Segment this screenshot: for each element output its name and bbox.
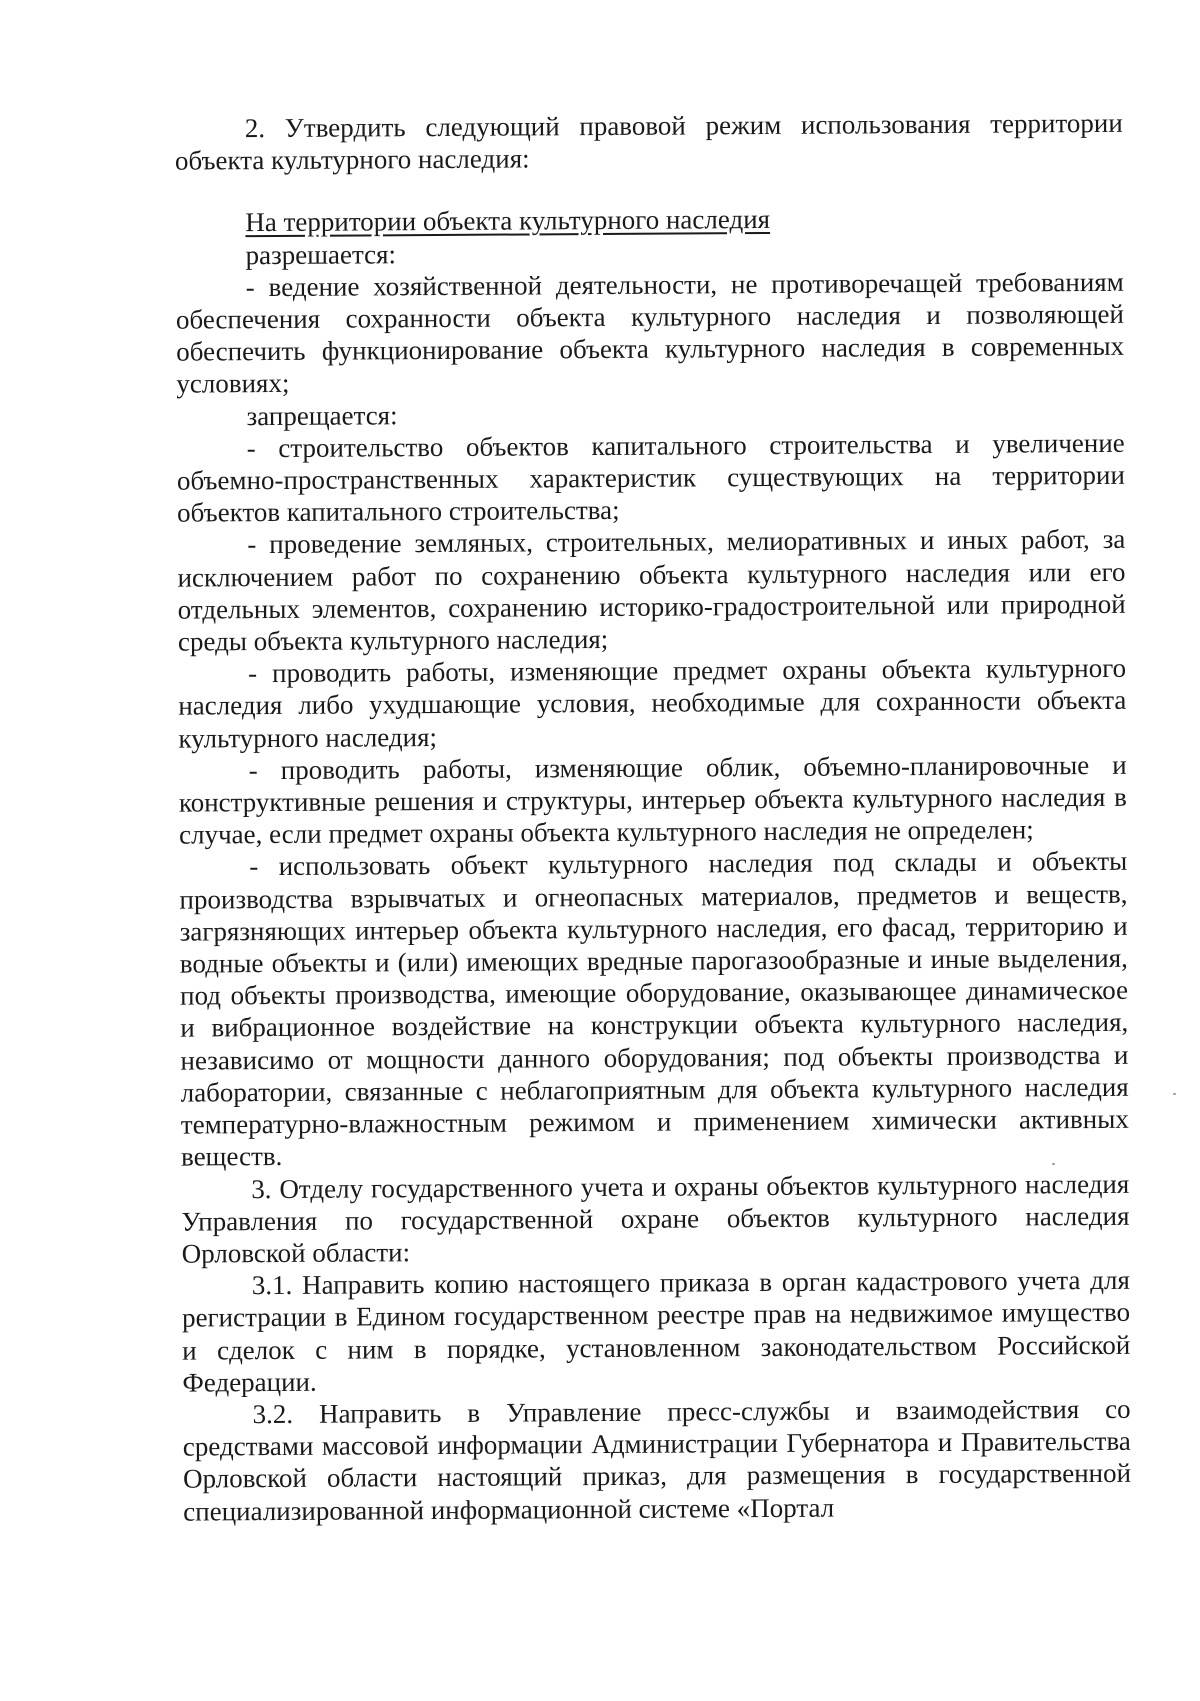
allowed-item-1: - ведение хозяйственной деятельности, не противоречащей требованиям обеспечения сохранности объекта культурного наследия и позволяющей обеспечить функционирование объекта культурного наследия в современных условиях; (175, 266, 1125, 400)
spacer (175, 171, 1123, 207)
prohibited-item-5: - использовать объект культурного наследия под склады и объекты производства взрывчатых и огнеопасных материалов, предметов и веществ, загрязняющих интерьер объекта культурного наследия, его фасад, территорию и водные объекты и (или) имеющих вредные парогазообразные и иные выделения, под объекты производства, имеющие оборудование, оказывающее динамическое и вибрационное воздействие на конструкции объекта культурного наследия, независимо от мощности данного оборудования; под объекты производства и лаборатории, связанные с неблагоприятным для объекта культурного наследия температурно-влажностным режимом и применением химически активных веществ. (179, 846, 1129, 1172)
paragraph-3: 3. Отделу государственного учета и охраны объектов культурного наследия Управления по государственной охране объектов культурного наследия Орловской области: (181, 1168, 1130, 1269)
scan-speck (1052, 1163, 1055, 1165)
paragraph-3-2: 3.2. Направить в Управление пресс-службы и взаимодействия со средствами массовой информации Администрации Губернатора и Правительства Орловской области настоящий приказ, для размещения в государственной специализированной информационной системе «Портал (182, 1393, 1132, 1527)
allowed-label: разрешается: (245, 238, 397, 270)
paragraph-3-1: 3.1. Направить копию настоящего приказа в орган кадастрового учета для регистрации в Едином государственном реестре прав на недвижимое имущество и сделок с ним в порядке, установленном законодательством Российской Федерации. (181, 1264, 1131, 1398)
scan-speck (1173, 1093, 1176, 1095)
paragraph-2: 2. Утвердить следующий правовой режим использования территории объекта культурного наследия: (174, 107, 1123, 176)
section-heading: На территории объекта культурного наследия (245, 204, 771, 238)
prohibited-item-4: - проводить работы, изменяющие облик, объемно-планировочные и конструктивные решения и структуры, интерьер объекта культурного наследия в случае, если предмет охраны объекта культурного наследия не определен; (178, 749, 1127, 850)
prohibited-item-3: - проводить работы, изменяющие предмет охраны объекта культурного наследия либо ухудшающие условия, необходимые для сохранности объекта культурного наследия; (178, 653, 1127, 754)
prohibited-item-2: - проведение земляных, строительных, мелиоративных и иных работ, за исключением работ по сохранению объекта культурного наследия или его отдельных элементов, сохранению историко-градостроительной или природной среды объекта культурного наследия; (177, 524, 1126, 657)
prohibited-label: запрещается: (246, 399, 398, 431)
prohibited-item-1: - строительство объектов капитального строительства и увеличение объемно-пространственных характеристик существующих на территории объектов капитального строительства; (176, 427, 1126, 528)
